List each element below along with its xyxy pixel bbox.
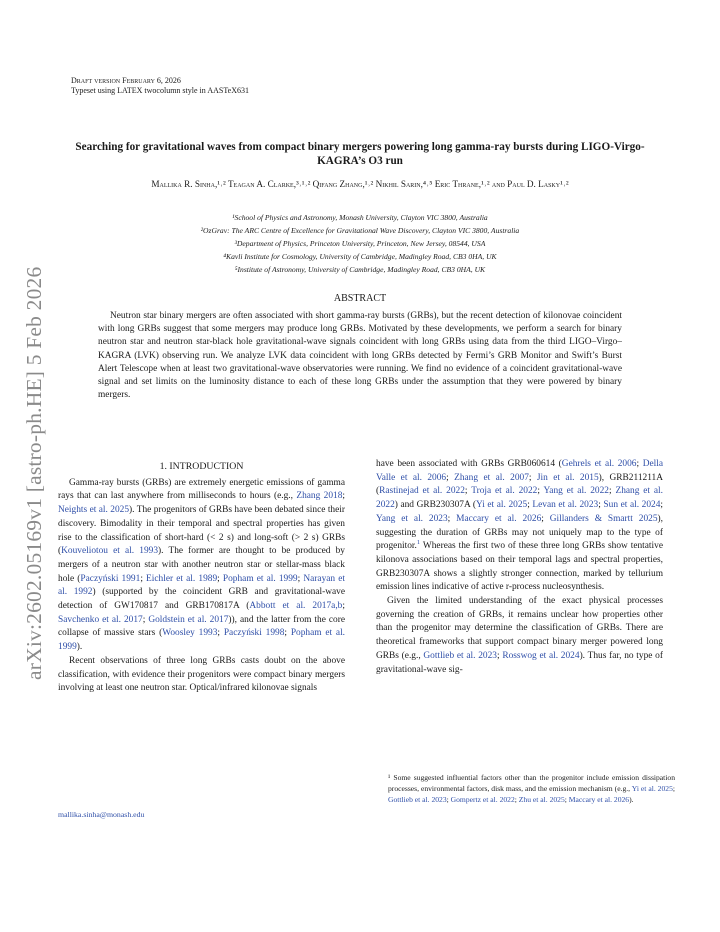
text-run: ; xyxy=(514,794,519,804)
text-run: ; xyxy=(284,628,291,639)
citation-link[interactable]: Yang et al. 2023 xyxy=(376,513,448,524)
citation-link[interactable]: Yang et al. 2022 xyxy=(543,486,609,497)
text-run: ). xyxy=(629,794,634,804)
citation-link[interactable]: Yi et al. 2025 xyxy=(631,783,673,793)
affiliation: ²OzGrav: The ARC Centre of Excellence for Gravitational Wave Discovery, Clayton VIC 3800, Australia xyxy=(200,225,520,235)
text-run: ; xyxy=(297,573,304,584)
text-run: have been associated with GRBs GRB060614 ( xyxy=(376,459,562,469)
citation-link[interactable]: Troja et al. 2022 xyxy=(471,486,538,497)
text-run: ) and GRB230307A ( xyxy=(394,500,476,511)
affiliation: ⁴Kavli Institute for Cosmology, University of Cambridge, Madingley Road, CB3 0HA, UK xyxy=(223,251,497,261)
abstract-text: Neutron star binary mergers are often associated with short gamma-ray bursts (GRBs), but the recent detection of kilonovae coincident with long GRBs suggest that some mergers may produce long GRBs. Motivated by these developments, we perform a search for binary neutron star and neutron star-black hole gravitational-wave signals coincident with long GRBs using data from the third LIGO–Virgo–KAGRA (LVK) observing run. We analyze LVK data coincident with long GRBs detected by Fermi’s GRB Monitor and Swift’s Burst Alert Telescope when at least two gravitational-wave observatories were running. We find no evidence of a coincident gravitational-wave signal and set limits on the luminosity distance to each of these long GRBs under the assumption that they were powered by binary mergers. xyxy=(98,311,622,401)
text-run: ; xyxy=(527,500,533,511)
citation-link[interactable]: Narayan et al. 1992 xyxy=(58,573,346,598)
text-run: ¹ Some suggested influential factors other than the progenitor include emission dissipation processes, environmental factors, disk mass, and the emission mechanism (e.g., xyxy=(388,773,675,793)
typeset-line: Typeset using LATEX twocolumn style in AASTeX631 xyxy=(71,86,249,95)
citation-link[interactable]: Maccary et al. 2026 xyxy=(568,794,630,804)
text-run: ; xyxy=(342,491,345,502)
citation-link[interactable]: Zhu et al. 2025 xyxy=(518,794,565,804)
section-heading: 1. INTRODUCTION xyxy=(159,461,244,472)
footnote xyxy=(388,773,675,805)
text-run: ), GRB211211A ( xyxy=(376,472,664,497)
citation-link[interactable]: Yi et al. 2025 xyxy=(475,500,528,511)
text-run: ; xyxy=(598,500,604,511)
affiliations xyxy=(60,212,660,277)
text-run: Given the limited understanding of the exact physical processes governing the creation of GRBs, it remains unclear how properties other than the progenitor may determine the classification of GRBs. There are theoretical frameworks that support compact binary merger powered long GRBs (e.g., xyxy=(376,596,663,661)
citation-link[interactable]: Sun et al. 2024 xyxy=(603,500,661,511)
citation-link[interactable]: Gottlieb et al. 2023 xyxy=(388,794,447,804)
paragraph xyxy=(58,477,345,655)
citation-link[interactable]: Eichler et al. 1989 xyxy=(146,573,218,584)
citation-link[interactable]: Jin et al. 2015 xyxy=(536,472,599,483)
text-run: ; xyxy=(217,573,223,584)
text-run: ). Thus far, no type of gravitational-wave sig- xyxy=(376,650,663,675)
corresponding-email-link[interactable]: mallika.sinha@monash.edu xyxy=(58,810,145,819)
citation-link[interactable]: Gillanders & Smartt 2025 xyxy=(549,513,658,524)
citation-link[interactable]: Kouveliotou et al. 1993 xyxy=(61,546,159,557)
citation-link[interactable]: Rosswog et al. 2024 xyxy=(502,650,580,661)
draft-version-line: Draft version February 6, 2026 xyxy=(71,76,181,85)
text-run: ; xyxy=(660,500,664,511)
abstract-heading: ABSTRACT xyxy=(333,293,387,304)
left-column xyxy=(58,458,345,696)
text-run: ; xyxy=(564,794,569,804)
citation-link[interactable]: Zhang 2018 xyxy=(296,491,343,502)
citation-link[interactable]: Rastinejad et al. 2022 xyxy=(379,486,465,497)
citation-link[interactable]: Popham et al. 1999 xyxy=(58,628,346,653)
citation-link[interactable]: Maccary et al. 2026 xyxy=(456,513,542,524)
arxiv-identifier: arXiv:2602.05169v1 [astro-ph.HE] 5 Feb 2026 xyxy=(22,266,46,680)
citation-link[interactable]: Paczyński 1991 xyxy=(80,573,141,584)
text-run: ; xyxy=(142,614,149,625)
paragraph xyxy=(376,595,663,677)
affiliation: ¹School of Physics and Astronomy, Monash University, Clayton VIC 3800, Australia xyxy=(232,213,488,222)
citation-link[interactable]: Popham et al. 1999 xyxy=(222,573,298,584)
paragraph: Recent observations of three long GRBs casts doubt on the above classification, with evidence their progenitors were compact binary mergers involving at least one neutron star. Optical/infrared kilonovae signals xyxy=(58,655,345,694)
text-run: ; xyxy=(609,486,616,497)
citation-link[interactable]: Gottlieb et al. 2023 xyxy=(423,650,497,661)
paper-title: Searching for gravitational waves from compact binary mergers powering long gamma-ray bursts during LIGO-Virgo-KAGRA’s O3 run xyxy=(75,141,645,167)
citation-link[interactable]: Neights et al. 2025 xyxy=(58,505,130,516)
citation-link[interactable]: Levan et al. 2023 xyxy=(532,500,599,511)
text-run: ; xyxy=(217,628,224,639)
citation-link[interactable]: Gehrels et al. 2006 xyxy=(561,459,637,469)
text-run: ; xyxy=(537,486,544,497)
text-run: ; xyxy=(140,573,147,584)
text-run: ; xyxy=(672,783,675,793)
text-run: ; xyxy=(496,650,503,661)
text-run: ; xyxy=(541,513,550,524)
text-run: ; xyxy=(342,601,345,612)
text-run: ; xyxy=(447,513,457,524)
text-run: ), suggesting the duration of GRBs may not uniquely map to the type of progenitor. xyxy=(376,513,663,552)
affiliation: ⁵Institute of Astronomy, University of Cambridge, Madingley Road, CB3 0HA, UK xyxy=(234,264,486,274)
citation-link[interactable]: Woosley 1993 xyxy=(162,628,218,639)
citation-link[interactable]: Savchenko et al. 2017 xyxy=(58,614,143,625)
right-column xyxy=(376,458,663,677)
paragraph xyxy=(376,458,663,595)
text-run: ; xyxy=(446,794,451,804)
citation-link[interactable]: Della Valle et al. 2006 xyxy=(376,459,663,483)
footnote-marker[interactable]: 1 xyxy=(416,539,421,547)
citation-link[interactable]: Zhang et al. 2022 xyxy=(376,486,663,511)
citation-link[interactable]: Paczyński 1998 xyxy=(223,628,285,639)
citation-link[interactable]: Goldstein et al. 2017 xyxy=(148,614,229,625)
text-run: Gamma-ray bursts (GRBs) are extremely energetic emissions of gamma rays that can last anywhere from milliseconds to hours (e.g., xyxy=(58,477,345,502)
text-run: ) (supported by the coincident GRB and gravitational-wave detection of GW170817 and GRB170817A ( xyxy=(58,587,345,612)
draft-header xyxy=(71,76,249,96)
text-run: ). The former are thought to be produced by mergers of a neutron star with another neutron star or stellar-mass black hole ( xyxy=(58,546,345,584)
affiliation: ³Department of Physics, Princeton University, Princeton, New Jersey, 08544, USA xyxy=(234,238,486,248)
text-run: ). The progenitors of GRBs have been debated since their discovery. Bimodality in their temporal and spectral properties has given rise to the classification of short-hard (< 2 s) and long-soft (> 2 s) GRBs ( xyxy=(58,505,346,557)
text-run: ; xyxy=(446,472,455,483)
text-run: ; xyxy=(464,486,472,497)
citation-link[interactable]: Zhang et al. 2007 xyxy=(454,472,529,483)
author-list: Mallika R. Sinha,¹˒² Teagan A. Clarke,³˒¹˒² Qifang Zhang,¹˒² Nikhil Sarin,⁴˒⁵ Eric Thrane,¹˒² and Paul D. Lasky¹˒² xyxy=(151,179,569,189)
text-run: ; xyxy=(528,472,537,483)
text-run: ; xyxy=(636,459,643,469)
text-run: Whereas the first two of these three long GRBs show tentative kilonova associations based on their temporal lags and spectral properties, GRB230307A shows a slightly stronger connection, marked by tellurium emission lines indicative of active r-process nucleosynthesis. xyxy=(376,541,663,593)
citation-link[interactable]: Abbott et al. 2017a,b xyxy=(249,601,343,612)
text-run: )), and the latter from the core collapse of massive stars ( xyxy=(58,614,345,639)
citation-link[interactable]: Gompertz et al. 2022 xyxy=(450,794,515,804)
text-run: ). xyxy=(76,642,83,653)
